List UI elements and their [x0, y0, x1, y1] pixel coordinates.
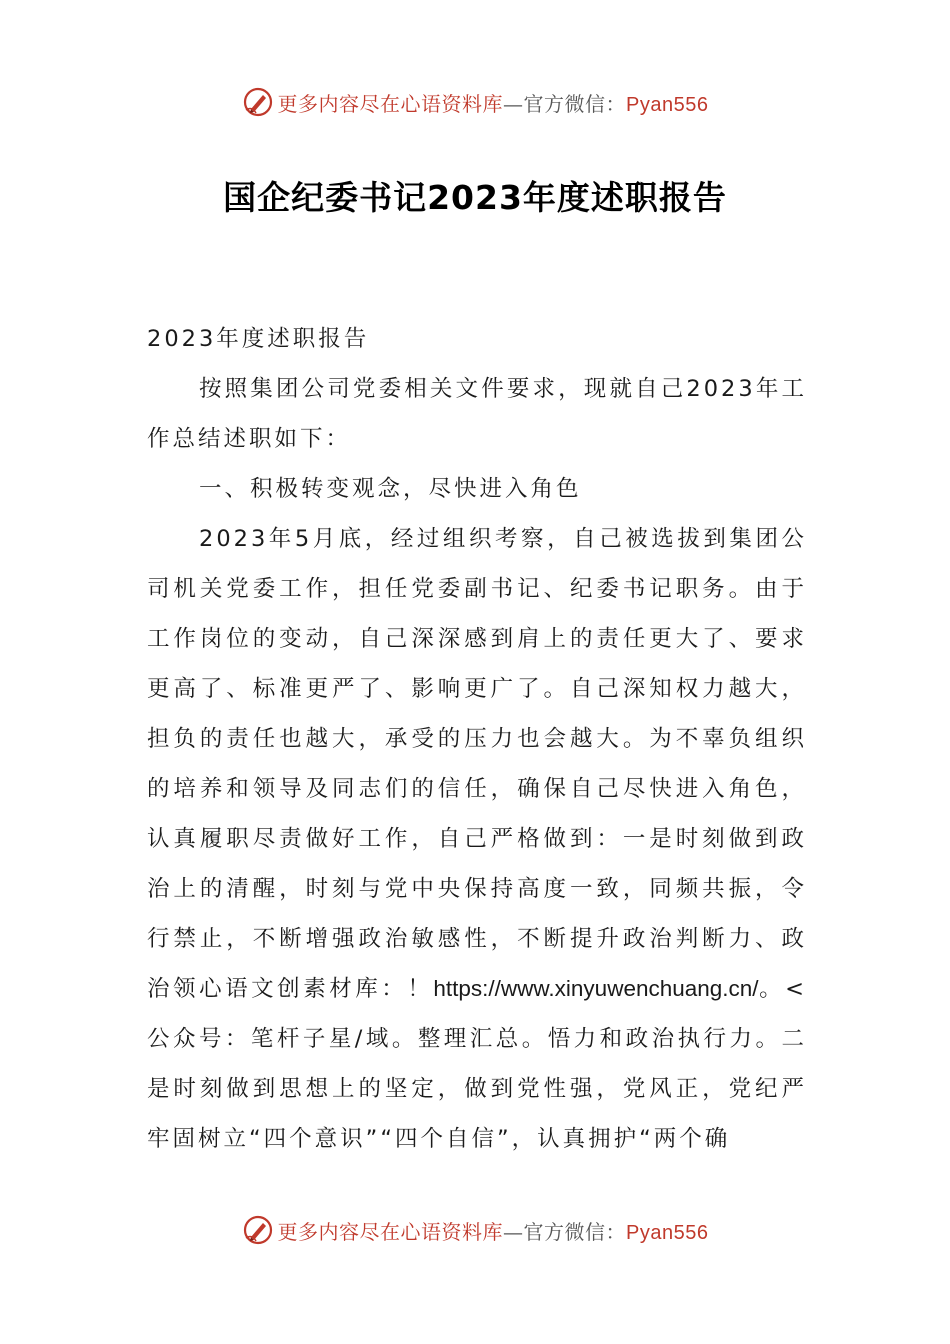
watermark-id: Pyan556 — [626, 1221, 709, 1244]
document-title: 国企纪委书记2023年度述职报告 — [223, 178, 727, 217]
header-watermark — [0, 82, 950, 122]
watermark-brand: 更多内容尽在心语资料库 — [277, 1219, 504, 1244]
section-heading: 一、积极转变观念，尽快进入角色 — [199, 476, 582, 502]
footer-watermark — [0, 1210, 950, 1250]
watermark-brand: 更多内容尽在心语资料库 — [277, 91, 504, 116]
watermark-label: 官方微信： — [523, 1219, 627, 1244]
watermark-dash: — — [503, 1219, 524, 1244]
watermark-text — [278, 88, 709, 117]
watermark-label: 官方微信： — [523, 91, 627, 116]
document-body — [147, 314, 807, 1164]
body-paragraph — [147, 514, 807, 1164]
paragraph-text-part1: 2023年5月底，经过组织考察，自己被选拔到集团公司机关党委工作，担任党委副书记、纪委书记职务。由于工作岗位的变动，自己深深感到肩上的责任更大了、要求更高了、标准更严了、影响更广了。自己深知权力越大，担负的责任也越大，承受的压力也会越大。为不辜负组织的培养和领导及同志们的信任，确保自己尽快进入角色，认真履职尽责做好工作，自己严格做到：一是时刻做到政治上的清醒，时刻与党中央保持高度一致，同频共振，令行禁止，不断增强政治敏感性，不断提升政治判断力、政治领心语文创素材库：！ — [147, 526, 807, 1002]
pen-logo-icon — [242, 1214, 274, 1246]
intro-paragraph: 按照集团公司党委相关文件要求，现就自己2023年工作总结述职如下： — [147, 376, 807, 452]
website-link[interactable]: https://www.xinyuwenchuang.cn/ — [433, 976, 759, 1001]
watermark-dash: — — [503, 91, 524, 116]
watermark-text — [278, 1216, 709, 1245]
pen-logo-icon — [242, 86, 274, 118]
subheading: 2023年度述职报告 — [147, 326, 370, 352]
paragraph-text-part2: 。<公众号：笔杆子星/域。整理汇总。悟力和政治执行力。二是时刻做到思想上的坚定，做到党性强，党风正，党纪严牢固树立“四个意识”“四个自信”，认真拥护“两个确 — [147, 976, 807, 1152]
watermark-id: Pyan556 — [626, 93, 709, 116]
